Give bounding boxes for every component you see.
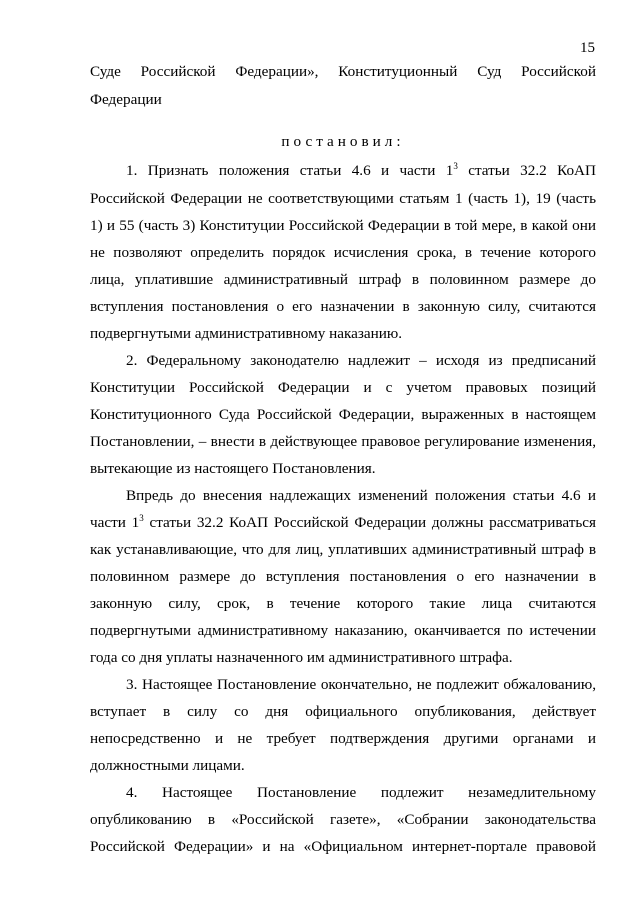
paragraph-3-line: законную силу, срок, в течение которого такие лица считаются (90, 595, 596, 612)
text-segment: статьи 32.2 КоАП (457, 162, 596, 179)
text-segment: части 1 (90, 514, 140, 531)
text-segment: 1. Признать положения статьи 4.6 и части 1 (126, 162, 454, 179)
paragraph-1-line: 1) и 55 (часть 3) Конституции Российской Федерации в той мере, в какой они (90, 217, 596, 234)
superscript: 3 (139, 512, 144, 523)
paragraph-4-line: непосредственно и не требует подтверждения другими органами и (90, 730, 596, 747)
paragraph-1-line (126, 161, 596, 181)
paragraph-5-line: 4. Настоящее Постановление подлежит незамедлительному (126, 784, 596, 801)
paragraph-2-line: Конституционного Суда Российской Федерации, выраженных в настоящем (90, 406, 596, 423)
paragraph-3-line: подвергнутыми административному наказанию, оканчивается по истечении (90, 622, 596, 639)
paragraph-2-line: вытекающие из настоящего Постановления. (90, 460, 376, 477)
resolution-heading: постановил: (281, 133, 405, 150)
paragraph-2-line: Постановлении, – внести в действующее правовое регулирование изменения, (90, 433, 596, 450)
paragraph-5-line: Российской Федерации» и на «Официальном интернет-портале правовой (90, 838, 596, 855)
paragraph-3-line: Впредь до внесения надлежащих изменений положения статьи 4.6 и (126, 487, 596, 504)
paragraph-1-line: вступления постановления о его назначении в законную силу, считаются (90, 298, 596, 315)
paragraph-3-line: половинном размере до вступления постановления о его назначении в (90, 568, 596, 585)
paragraph-2-line: 2. Федеральному законодателю надлежит – исходя из предписаний (126, 352, 596, 369)
paragraph-5-line: опубликованию в «Российской газете», «Собрании законодательства (90, 811, 596, 828)
paragraph-3-line (90, 513, 596, 533)
intro-line: Суде Российской Федерации», Конституционный Суд Российской (90, 63, 596, 80)
paragraph-4-line: должностными лицами. (90, 757, 245, 774)
paragraph-3-line: как устанавливающие, что для лиц, уплативших административный штраф в (90, 541, 596, 558)
superscript: 3 (453, 160, 458, 171)
paragraph-4-line: вступает в силу со дня официального опубликования, действует (90, 703, 596, 720)
paragraph-2-line: Конституции Российской Федерации и с учетом правовых позиций (90, 379, 596, 396)
paragraph-1-line: лица, уплатившие административный штраф в половинном размере до (90, 271, 596, 288)
paragraph-1-line: не позволяют определить порядок исчисления срока, в течение которого (90, 244, 596, 261)
paragraph-4-line: 3. Настоящее Постановление окончательно, не подлежит обжалованию, (126, 676, 596, 693)
text-segment: статьи 32.2 КоАП Российской Федерации должны рассматриваться (143, 514, 596, 531)
paragraph-1-line: подвергнутыми административному наказанию. (90, 325, 402, 342)
paragraph-1-line: Российской Федерации не соответствующими статьям 1 (часть 1), 19 (часть (90, 190, 596, 207)
intro-line: Федерации (90, 91, 162, 108)
paragraph-3-line: года со дня уплаты назначенного им административного штрафа. (90, 649, 513, 666)
page-number: 15 (580, 40, 595, 56)
